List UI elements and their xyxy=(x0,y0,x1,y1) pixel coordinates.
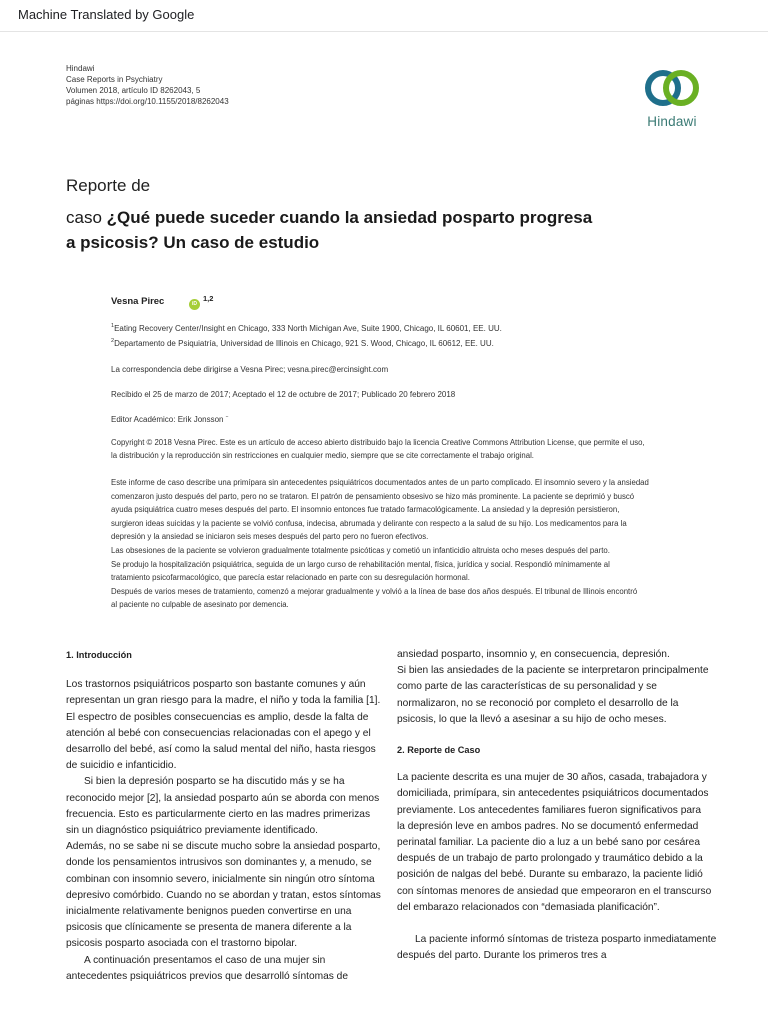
body-line: psicosis posparto asociada con el trastorno bipolar. xyxy=(66,938,298,950)
hindawi-rings-icon xyxy=(640,64,704,114)
body-line: posición de nalgas del bebé. Durante su embarazo, la paciente lidió xyxy=(397,869,703,881)
body-line: sin un diagnóstico psiquiátrico previamente identificado. xyxy=(66,825,319,837)
body-line: La paciente descrita es una mujer de 30 años, casada, trabajadora y xyxy=(397,772,707,784)
body-line: como parte de las características de su personalidad y se xyxy=(397,681,657,693)
body-line: perinatal familiar. La paciente dio a luz a un bebé sano por cesárea xyxy=(397,837,700,849)
abstract-line: Después de varios meses de tratamiento, comenzó a mejorar gradualmente y volvió a la línea de base dos años después. El tribunal de Illinois encontró xyxy=(111,586,638,596)
hindawi-logo xyxy=(636,64,708,134)
abstract-line: tratamiento psicofarmacológico, que parecía estar relacionado en parte con su desregulación hormonal. xyxy=(111,573,470,583)
body-line: Si bien las ansiedades de la paciente se interpretaron principalmente xyxy=(397,665,709,677)
journal-volume: Volumen 2018, artículo ID 8262043, 5 xyxy=(66,86,201,95)
affiliation-mark: 1 xyxy=(111,323,115,329)
academic-editor: Editor Académico: Erik Jonsson ¨ xyxy=(111,415,229,424)
section-heading-case-report: 2. Reporte de Caso xyxy=(397,745,481,756)
body-line: la depresión leve en ambos padres. No se documentó enfermedad xyxy=(397,820,699,832)
body-line: antecedentes psiquiátricos previos que desarrolló síntomas de xyxy=(66,970,349,982)
copyright-line: Copyright © 2018 Vesna Pirec. Este es un artículo de acceso abierto distribuido bajo la licencia Creative Commons Attribution License, que permite el uso, xyxy=(111,438,645,447)
article-type-label: Reporte de xyxy=(66,176,151,195)
abstract-line: surgieron ideas suicidas y la paciente se volvió confusa, indecisa, abrumada y delirante con respecto a la salud de su hijo. Los medicamentos para la xyxy=(111,518,627,528)
section-heading-introduction: 1. Introducción xyxy=(66,650,132,660)
copyright-notice xyxy=(111,436,711,462)
publisher-name: Hindawi xyxy=(66,64,95,73)
body-line: inicialmente relativamente benignos pueden convertirse en una xyxy=(66,906,352,918)
journal-pages-doi: páginas https://doi.org/10.1155/2018/8262043 xyxy=(66,97,229,106)
translation-banner-text: Machine Translated by Google xyxy=(18,7,195,22)
body-line: de suicidio e infanticidio. xyxy=(66,760,177,772)
article-title-line-2: a psicosis? Un caso de estudio xyxy=(66,233,320,252)
journal-meta xyxy=(66,63,229,107)
body-line: La paciente informó síntomas de tristeza posparto inmediatamente xyxy=(415,934,717,946)
body-line: después de un trabajo de parto prolongado y traumático debido a la xyxy=(397,853,703,865)
body-line: del embarazo relacionados con “demasiada planificación”. xyxy=(397,901,660,913)
abstract-line: al paciente no culpable de asesinato por demencia. xyxy=(111,600,289,610)
body-line: El espectro de posibles consecuencias es amplio, desde la falta de xyxy=(66,711,369,723)
abstract-line: depresión y la ansiedad se iniciaron seis meses después del parto pero no fueron efectivos. xyxy=(111,532,429,542)
abstract-line: Este informe de caso describe una primípara sin antecedentes psiquiátricos documentados antes de un parto complicado. El insomnio severo y la ansiedad xyxy=(111,478,649,487)
right-column xyxy=(397,647,717,964)
article-title xyxy=(66,205,706,255)
body-line: psicosis que clínicamente se presenta de manera diferente a la xyxy=(66,922,352,934)
hindawi-logo-text: Hindawi xyxy=(647,114,697,129)
body-line: normalizaron, no se reconoció por completo el desarrollo de la xyxy=(397,697,679,709)
article-title-line-1: ¿Qué puede suceder cuando la ansiedad posparto progresa xyxy=(106,208,593,227)
body-line: desarrollo del bebé, así como la salud mental del niño, hasta riesgos xyxy=(66,744,376,756)
affiliation-text: Eating Recovery Center/Insight en Chicago, 333 North Michigan Ave, Suite 1900, Chicago, IL 60601, EE. UU. xyxy=(114,324,502,333)
body-line: combinan con insomnio severo, inicialmente sin ningún otro síntoma xyxy=(66,873,375,885)
body-line: previamente. Los antecedentes familiares fueron significativos para xyxy=(397,804,702,816)
abstract-line: Se produjo la hospitalización psiquiátrica, seguida de un largo curso de rehabilitación mental, física, jurídica y social. Respondió mínimamente al xyxy=(111,559,610,569)
journal-name: Case Reports in Psychiatry xyxy=(66,75,163,84)
body-line: Además, no se sabe ni se discute mucho sobre la ansiedad posparto, xyxy=(66,841,381,853)
body-line: psicosis, lo que la llevó a asesinar a su hijo de ocho meses. xyxy=(397,713,667,725)
body-line: ansiedad posparto, insomnio y, en consecuencia, depresión. xyxy=(397,649,670,660)
affiliation-1 xyxy=(111,322,502,335)
affiliation-mark: 2 xyxy=(111,338,115,344)
body-line: depresivo comórbido. Cuando no se abordan y tratan, estos síntomas xyxy=(66,889,381,901)
abstract-line: comenzaron justo después del parto, pero no se trataron. El patrón de pensamiento obsesivo se hizo más prominente. La paciente se deprimió y buscó xyxy=(111,491,635,501)
abstract xyxy=(111,476,711,612)
body-line: reconocido mejor [2], la ansiedad posparto aún se aborda con menos xyxy=(66,792,380,804)
publication-dates: Recibido el 25 de marzo de 2017; Aceptado el 12 de octubre de 2017; Publicado 20 febrero 2018 xyxy=(111,390,456,399)
body-line: atención al bebé con consecuencias relacionadas con el apego y el xyxy=(66,727,371,739)
body-line: representan un gran riesgo para la madre, el niño y toda la familia [1]. xyxy=(66,695,381,707)
body-line: domiciliada, primípara, sin antecedentes psiquiátricos documentados xyxy=(397,788,709,800)
body-line: donde los pensamientos intrusivos son dominantes y, a menudo, se xyxy=(66,857,372,869)
abstract-line: Las obsesiones de la paciente se volvieron gradualmente totalmente psicóticas y cometió un infanticidio altruista ocho meses después del parto. xyxy=(111,545,610,555)
orcid-icon[interactable]: iD xyxy=(189,299,200,310)
body-line: con síntomas menores de ansiedad que empeoraron en el transcurso xyxy=(397,885,712,897)
copyright-line: la distribución y la reproducción sin restricciones en cualquier medio, siempre que se cite correctamente el trabajo original. xyxy=(111,451,534,460)
abstract-line: ayuda psiquiátrica cuatro meses después del parto. El insomnio entonces fue tratado farmacológicamente. La ansiedad y la depresión persistieron, xyxy=(111,505,620,515)
affiliation-text: Departamento de Psiquiatría, Universidad de Illinois en Chicago, 921 S. Wood, Chicago, IL 60612, EE. UU. xyxy=(114,339,494,348)
body-line: Si bien la depresión posparto se ha discutido más y se ha xyxy=(84,776,345,788)
body-line: después del parto. Durante los primeros tres a xyxy=(397,950,607,962)
author-name: Vesna Pirec xyxy=(111,296,165,307)
affiliation-2 xyxy=(111,337,494,350)
article-type-label-continued: caso xyxy=(66,208,102,227)
correspondence-line: La correspondencia debe dirigirse a Vesna Pirec; vesna.pirec@ercinsight.com xyxy=(111,365,389,374)
author-affiliation-marks: 1,2 xyxy=(203,294,214,303)
translation-banner xyxy=(0,0,768,32)
left-column xyxy=(66,647,381,985)
body-line: frecuencia. Esto es particularmente cierto en las madres primerizas xyxy=(66,808,371,820)
body-line: Los trastornos psiquiátricos posparto son bastante comunes y aún xyxy=(66,679,366,691)
body-line: A continuación presentamos el caso de una mujer sin xyxy=(84,954,326,966)
